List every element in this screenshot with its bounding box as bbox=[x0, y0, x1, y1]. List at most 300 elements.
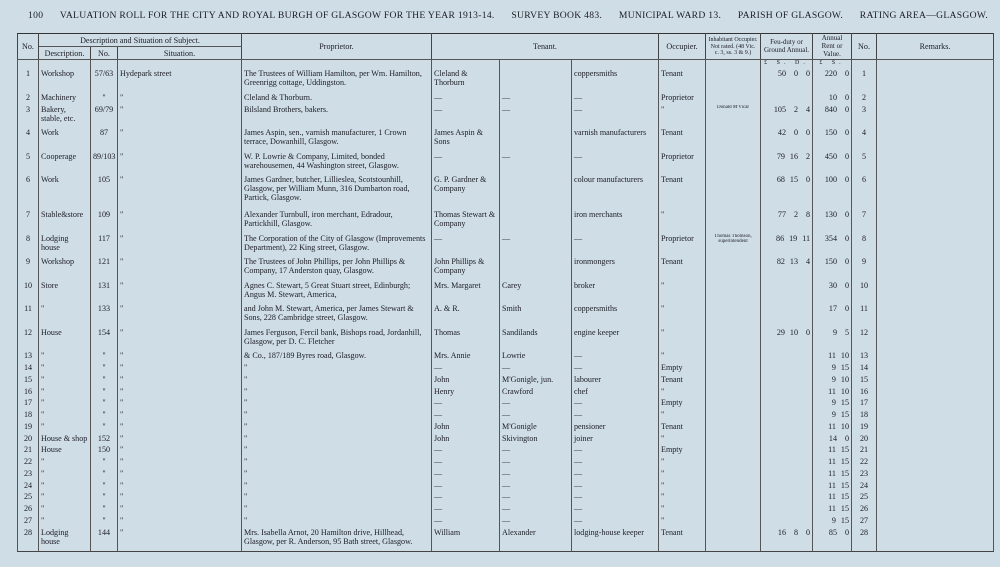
filler-cell bbox=[659, 551, 706, 552]
annual-rent-a2: 0 bbox=[844, 175, 850, 185]
cell-sit: " bbox=[118, 351, 242, 363]
annual-rent-a1: 9 bbox=[831, 363, 836, 373]
cell-no: 7 bbox=[18, 210, 39, 234]
cell-occ: " bbox=[659, 387, 706, 399]
annual-rent-cell bbox=[813, 481, 852, 493]
header-annual-rent: Annual Rent or Value. bbox=[813, 34, 852, 60]
cell-num: " bbox=[91, 387, 118, 399]
feu-duty-cell bbox=[761, 410, 813, 422]
annual-rent-a2: 15 bbox=[840, 445, 850, 455]
annual-rent-cell bbox=[813, 93, 852, 105]
cell-ten2: — bbox=[500, 152, 572, 176]
cell-prop: " bbox=[242, 504, 432, 516]
feu-duty-cell bbox=[761, 93, 813, 105]
cell-no: 5 bbox=[18, 152, 39, 176]
cell-ten1: — bbox=[432, 445, 500, 457]
cell-sit: " bbox=[118, 481, 242, 493]
cell-occ: Empty bbox=[659, 363, 706, 375]
feu-duty-cell bbox=[761, 481, 813, 493]
feu-duty-cell bbox=[761, 528, 813, 552]
remarks-cell bbox=[877, 398, 994, 410]
feu-duty-f3: 0 bbox=[805, 327, 811, 337]
cell-sit: " bbox=[118, 504, 242, 516]
feu-duty-f3: 0 bbox=[805, 527, 811, 537]
cell-desc: " bbox=[39, 304, 91, 328]
cell-no: 26 bbox=[18, 504, 39, 516]
filler-cell bbox=[852, 551, 877, 552]
cell-num: 117 bbox=[91, 234, 118, 258]
cell-ten3: — bbox=[572, 410, 659, 422]
feu-duty-cell bbox=[761, 363, 813, 375]
cell-sit: " bbox=[118, 492, 242, 504]
cell-num: 69/79 bbox=[91, 105, 118, 129]
cell-no: 9 bbox=[18, 257, 39, 281]
cell-no: 16 bbox=[18, 387, 39, 399]
feu-duty-f2: 2 bbox=[793, 210, 799, 220]
annual-rent-a2: 0 bbox=[844, 527, 850, 537]
cell-num: 144 bbox=[91, 528, 118, 552]
cell-inh bbox=[706, 457, 761, 469]
cell-occ: Tenant bbox=[659, 175, 706, 210]
cell-no: 18 bbox=[18, 410, 39, 422]
cell-inh bbox=[706, 445, 761, 457]
cell-prop: James Gardner, butcher, Lillieslea, Scotstounhill, Glasgow, per William Munn, 316 Dumbarton road, Partick, Glasgow. bbox=[242, 175, 432, 210]
cell-inh bbox=[706, 492, 761, 504]
annual-rent-cell bbox=[813, 492, 852, 504]
remarks-cell bbox=[877, 257, 994, 281]
feu-duty-f3: 2 bbox=[805, 151, 811, 161]
cell-rno: 4 bbox=[852, 128, 877, 152]
feu-duty-cell bbox=[761, 445, 813, 457]
table-row bbox=[18, 175, 994, 210]
feu-duty-cell bbox=[761, 152, 813, 176]
cell-inh bbox=[706, 69, 761, 93]
filler-cell bbox=[706, 551, 761, 552]
cell-ten3: pensioner bbox=[572, 422, 659, 434]
feu-duty-cell bbox=[761, 210, 813, 234]
lsd-units: £ S. D. bbox=[761, 60, 813, 69]
cell-num: " bbox=[91, 492, 118, 504]
table-row bbox=[18, 516, 994, 528]
cell-ten1: — bbox=[432, 234, 500, 258]
cell-sit: " bbox=[118, 375, 242, 387]
remarks-cell bbox=[877, 469, 994, 481]
cell-rno: 19 bbox=[852, 422, 877, 434]
annual-rent-a2: 15 bbox=[840, 410, 850, 420]
feu-duty-f2: 13 bbox=[789, 257, 799, 267]
table-row bbox=[18, 281, 994, 305]
cell-sit: " bbox=[118, 457, 242, 469]
annual-rent-a1: 9 bbox=[831, 515, 836, 525]
feu-duty-f1: 68 bbox=[776, 175, 785, 185]
annual-rent-cell bbox=[813, 375, 852, 387]
cell-occ: " bbox=[659, 351, 706, 363]
cell-ten1: — bbox=[432, 398, 500, 410]
cell-inh bbox=[706, 528, 761, 552]
header-no: No. bbox=[18, 34, 39, 60]
cell-num: " bbox=[91, 363, 118, 375]
cell-sit: " bbox=[118, 410, 242, 422]
cell-num: 109 bbox=[91, 210, 118, 234]
cell-sit: " bbox=[118, 528, 242, 552]
feu-duty-cell bbox=[761, 281, 813, 305]
feu-duty-f2: 0 bbox=[793, 69, 799, 79]
cell-rno: 22 bbox=[852, 457, 877, 469]
remarks-cell bbox=[877, 175, 994, 210]
feu-duty-f3: 4 bbox=[805, 257, 811, 267]
annual-rent-a2: 0 bbox=[844, 151, 850, 161]
cell-no: 2 bbox=[18, 93, 39, 105]
annual-rent-a1: 11 bbox=[828, 421, 836, 431]
cell-sit: " bbox=[118, 304, 242, 328]
cell-rno: 1 bbox=[852, 69, 877, 93]
cell-desc: House bbox=[39, 445, 91, 457]
annual-rent-a1: 17 bbox=[828, 304, 838, 314]
cell-inh bbox=[706, 152, 761, 176]
cell-occ: " bbox=[659, 410, 706, 422]
annual-rent-a2: 0 bbox=[844, 210, 850, 220]
cell-occ: Proprietor bbox=[659, 234, 706, 258]
cell-ten3: broker bbox=[572, 281, 659, 305]
cell-no: 4 bbox=[18, 128, 39, 152]
cell-ten2: Lowrie bbox=[500, 351, 572, 363]
feu-duty-f2: 19 bbox=[789, 233, 798, 243]
cell-desc: " bbox=[39, 398, 91, 410]
annual-rent-a2: 0 bbox=[844, 92, 850, 102]
cell-num: 121 bbox=[91, 257, 118, 281]
feu-duty-f2: 8 bbox=[793, 527, 799, 537]
cell-rno: 12 bbox=[852, 328, 877, 352]
header-row bbox=[18, 34, 994, 47]
feu-duty-cell bbox=[761, 304, 813, 328]
cell-num: " bbox=[91, 410, 118, 422]
feu-duty-cell bbox=[761, 128, 813, 152]
feu-duty-f1: 105 bbox=[773, 104, 787, 114]
annual-rent-cell bbox=[813, 434, 852, 446]
cell-rno: 10 bbox=[852, 281, 877, 305]
filler-cell bbox=[18, 551, 39, 552]
annual-rent-cell bbox=[813, 469, 852, 481]
cell-occ: Tenant bbox=[659, 528, 706, 552]
cell-prop: & Co., 187/189 Byres road, Glasgow. bbox=[242, 351, 432, 363]
cell-ten1: James Aspin & Sons bbox=[432, 128, 500, 152]
cell-rno: 14 bbox=[852, 363, 877, 375]
table-row bbox=[18, 492, 994, 504]
cell-rno: 3 bbox=[852, 105, 877, 129]
feu-duty-cell bbox=[761, 457, 813, 469]
cell-ten3: ironmongers bbox=[572, 257, 659, 281]
feu-duty-f2: 10 bbox=[789, 327, 799, 337]
cell-ten1: — bbox=[432, 410, 500, 422]
annual-rent-a1: 150 bbox=[824, 128, 838, 138]
cell-sit: " bbox=[118, 210, 242, 234]
cell-no: 22 bbox=[18, 457, 39, 469]
cell-ten2: Alexander bbox=[500, 528, 572, 552]
cell-ten1: John Phillips & Company bbox=[432, 257, 500, 281]
table-row bbox=[18, 445, 994, 457]
header-description: Description. bbox=[39, 47, 91, 60]
cell-sit: " bbox=[118, 363, 242, 375]
survey-book: SURVEY BOOK 483. bbox=[511, 10, 603, 21]
cell-no: 25 bbox=[18, 492, 39, 504]
cell-prop: " bbox=[242, 422, 432, 434]
cell-ten2: Skivington bbox=[500, 434, 572, 446]
annual-rent-a1: 9 bbox=[831, 410, 836, 420]
annual-rent-a1: 10 bbox=[828, 92, 838, 102]
cell-rno: 23 bbox=[852, 469, 877, 481]
cell-occ: Tenant bbox=[659, 257, 706, 281]
cell-ten3: — bbox=[572, 105, 659, 129]
cell-no: 14 bbox=[18, 363, 39, 375]
annual-rent-a1: 11 bbox=[828, 445, 836, 455]
header-no-right: No. bbox=[852, 34, 877, 60]
cell-prop: Agnes C. Stewart, 5 Great Stuart street, Edinburgh; Angus M. Stewart, America, bbox=[242, 281, 432, 305]
cell-num: 131 bbox=[91, 281, 118, 305]
cell-rno: 28 bbox=[852, 528, 877, 552]
cell-sit: " bbox=[118, 105, 242, 129]
filler-cell bbox=[242, 551, 432, 552]
annual-rent-a2: 15 bbox=[840, 363, 850, 373]
cell-desc: Cooperage bbox=[39, 152, 91, 176]
cell-prop: James Aspin, sen., varnish manufacturer, 1 Crown terrace, Dowanhill, Glasgow. bbox=[242, 128, 432, 152]
cell-desc: " bbox=[39, 422, 91, 434]
feu-duty-f1: 16 bbox=[777, 527, 787, 537]
cell-occ: Empty bbox=[659, 445, 706, 457]
feu-duty-f1: 86 bbox=[776, 233, 785, 243]
cell-ten1: — bbox=[432, 152, 500, 176]
remarks-cell bbox=[877, 328, 994, 352]
cell-ten1: — bbox=[432, 481, 500, 493]
cell-rno: 24 bbox=[852, 481, 877, 493]
feu-duty-cell bbox=[761, 422, 813, 434]
header-tenant: Tenant. bbox=[432, 34, 659, 60]
cell-prop: " bbox=[242, 410, 432, 422]
cell-desc: " bbox=[39, 481, 91, 493]
annual-rent-cell bbox=[813, 210, 852, 234]
cell-desc: " bbox=[39, 516, 91, 528]
annual-rent-a1: 9 bbox=[831, 374, 836, 384]
annual-rent-a1: 11 bbox=[828, 492, 836, 502]
cell-num: 89/103 bbox=[91, 152, 118, 176]
annual-rent-a2: 5 bbox=[844, 327, 850, 337]
cell-no: 23 bbox=[18, 469, 39, 481]
feu-duty-cell bbox=[761, 492, 813, 504]
cell-ten3: — bbox=[572, 363, 659, 375]
filler-cell bbox=[572, 551, 659, 552]
annual-rent-a2: 0 bbox=[844, 304, 850, 314]
cell-ten2: Smith bbox=[500, 304, 572, 328]
cell-ten3: engine keeper bbox=[572, 328, 659, 352]
table-row bbox=[18, 398, 994, 410]
filler-cell bbox=[118, 551, 242, 552]
annual-rent-a2: 0 bbox=[844, 280, 850, 290]
feu-duty-cell bbox=[761, 398, 813, 410]
annual-rent-cell bbox=[813, 257, 852, 281]
remarks-cell bbox=[877, 516, 994, 528]
annual-rent-cell bbox=[813, 387, 852, 399]
cell-num: 87 bbox=[91, 128, 118, 152]
cell-ten2: Sandilands bbox=[500, 328, 572, 352]
annual-rent-a1: 11 bbox=[828, 480, 836, 490]
annual-rent-cell bbox=[813, 422, 852, 434]
cell-occ: " bbox=[659, 457, 706, 469]
cell-num: 57/63 bbox=[91, 69, 118, 93]
feu-duty-cell bbox=[761, 328, 813, 352]
cell-desc: Stable&store bbox=[39, 210, 91, 234]
feu-duty-f3: 8 bbox=[805, 210, 811, 220]
cell-sit: " bbox=[118, 516, 242, 528]
cell-ten2: — bbox=[500, 398, 572, 410]
cell-num: " bbox=[91, 375, 118, 387]
table-row bbox=[18, 375, 994, 387]
annual-rent-cell bbox=[813, 128, 852, 152]
filler-cell bbox=[39, 551, 91, 552]
roll-title: VALUATION ROLL FOR THE CITY AND ROYAL BURGH OF GLASGOW FOR THE YEAR 1913-14. bbox=[59, 10, 495, 21]
cell-sit: " bbox=[118, 281, 242, 305]
filler-cell bbox=[432, 551, 500, 552]
annual-rent-a2: 15 bbox=[840, 492, 850, 502]
cell-desc: Machinery bbox=[39, 93, 91, 105]
cell-inh bbox=[706, 175, 761, 210]
cell-ten2: — bbox=[500, 481, 572, 493]
cell-ten2: M'Gonigle, jun. bbox=[500, 375, 572, 387]
table-row bbox=[18, 93, 994, 105]
cell-prop: " bbox=[242, 469, 432, 481]
cell-no: 17 bbox=[18, 398, 39, 410]
cell-num: " bbox=[91, 516, 118, 528]
annual-rent-cell bbox=[813, 457, 852, 469]
feu-duty-cell bbox=[761, 434, 813, 446]
cell-num: " bbox=[91, 422, 118, 434]
cell-rno: 18 bbox=[852, 410, 877, 422]
cell-ten1: Thomas bbox=[432, 328, 500, 352]
cell-ten3: iron merchants bbox=[572, 210, 659, 234]
cell-occ: Proprietor bbox=[659, 152, 706, 176]
table-row bbox=[18, 422, 994, 434]
remarks-cell bbox=[877, 281, 994, 305]
cell-prop: " bbox=[242, 445, 432, 457]
cell-rno: 7 bbox=[852, 210, 877, 234]
feu-duty-f3: 0 bbox=[805, 69, 811, 79]
annual-rent-cell bbox=[813, 398, 852, 410]
header-situation: Situation. bbox=[118, 47, 242, 60]
cell-rno: 21 bbox=[852, 445, 877, 457]
cell-rno: 16 bbox=[852, 387, 877, 399]
cell-no: 8 bbox=[18, 234, 39, 258]
table-row bbox=[18, 528, 994, 552]
cell-no: 12 bbox=[18, 328, 39, 352]
cell-sit: " bbox=[118, 398, 242, 410]
header-remarks: Remarks. bbox=[877, 34, 994, 60]
cell-sit: " bbox=[118, 128, 242, 152]
annual-rent-cell bbox=[813, 328, 852, 352]
filler-cell bbox=[877, 551, 994, 552]
filler-cell bbox=[500, 551, 572, 552]
cell-ten1: William bbox=[432, 528, 500, 552]
cell-num: " bbox=[91, 504, 118, 516]
cell-prop: " bbox=[242, 492, 432, 504]
feu-duty-cell bbox=[761, 351, 813, 363]
cell-inh bbox=[706, 469, 761, 481]
feu-duty-f1: 79 bbox=[776, 151, 785, 161]
cell-ten2: — bbox=[500, 363, 572, 375]
cell-num: 152 bbox=[91, 434, 118, 446]
remarks-cell bbox=[877, 93, 994, 105]
cell-prop: and John M. Stewart, America, per James Stewart & Sons, 228 Cambridge street, Glasgow. bbox=[242, 304, 432, 328]
cell-no: 1 bbox=[18, 69, 39, 93]
cell-ten2: — bbox=[500, 234, 572, 258]
cell-sit: " bbox=[118, 328, 242, 352]
table-row bbox=[18, 410, 994, 422]
remarks-cell bbox=[877, 210, 994, 234]
annual-rent-a2: 10 bbox=[840, 421, 850, 431]
cell-rno: 20 bbox=[852, 434, 877, 446]
annual-rent-a1: 354 bbox=[824, 233, 838, 243]
cell-ten3: — bbox=[572, 234, 659, 258]
annual-rent-a1: 100 bbox=[824, 175, 838, 185]
cell-prop: Alexander Turnbull, iron merchant, Edradour, Partickhill, Glasgow. bbox=[242, 210, 432, 234]
feu-duty-cell bbox=[761, 516, 813, 528]
cell-rno: 2 bbox=[852, 93, 877, 105]
remarks-cell bbox=[877, 69, 994, 93]
cell-inh bbox=[706, 281, 761, 305]
cell-desc: " bbox=[39, 457, 91, 469]
cell-inh bbox=[706, 257, 761, 281]
cell-no: 10 bbox=[18, 281, 39, 305]
cell-no: 15 bbox=[18, 375, 39, 387]
cell-inh bbox=[706, 387, 761, 399]
cell-ten2: — bbox=[500, 93, 572, 105]
cell-prop: Cleland & Thorburn. bbox=[242, 93, 432, 105]
header-inhabitant-occupier: Inhabitant Occupier. Not rated. (48 Vic. c. 3, ss. 3 & 9.) bbox=[706, 34, 761, 60]
cell-occ: " bbox=[659, 516, 706, 528]
annual-rent-a2: 15 bbox=[840, 468, 850, 478]
cell-desc: House bbox=[39, 328, 91, 352]
remarks-cell bbox=[877, 234, 994, 258]
cell-desc: " bbox=[39, 351, 91, 363]
cell-prop: The Trustees of John Phillips, per John Phillips & Company, 17 Anderston quay, Glasgow. bbox=[242, 257, 432, 281]
cell-prop: " bbox=[242, 434, 432, 446]
table-row bbox=[18, 128, 994, 152]
table-row bbox=[18, 387, 994, 399]
cell-desc: Work bbox=[39, 128, 91, 152]
cell-ten3: — bbox=[572, 457, 659, 469]
cell-occ: " bbox=[659, 328, 706, 352]
cell-prop: " bbox=[242, 398, 432, 410]
annual-rent-cell bbox=[813, 363, 852, 375]
cell-rno: 6 bbox=[852, 175, 877, 210]
cell-prop: " bbox=[242, 387, 432, 399]
annual-rent-cell bbox=[813, 351, 852, 363]
annual-rent-a1: 9 bbox=[831, 398, 836, 408]
cell-no: 19 bbox=[18, 422, 39, 434]
feu-duty-f1: 82 bbox=[776, 257, 785, 267]
annual-rent-a2: 15 bbox=[840, 457, 850, 467]
remarks-cell bbox=[877, 363, 994, 375]
cell-ten3: — bbox=[572, 445, 659, 457]
feu-duty-cell bbox=[761, 175, 813, 210]
cell-desc: Lodging house bbox=[39, 234, 91, 258]
annual-rent-a1: 11 bbox=[828, 457, 836, 467]
header-occupier: Occupier. bbox=[659, 34, 706, 60]
cell-prop: The Corporation of the City of Glasgow (Improvements Department), 22 King street, Glasgow. bbox=[242, 234, 432, 258]
cell-num: 154 bbox=[91, 328, 118, 352]
cell-ten3: — bbox=[572, 351, 659, 363]
cell-ten2 bbox=[500, 128, 572, 152]
annual-rent-cell bbox=[813, 281, 852, 305]
annual-rent-a1: 9 bbox=[832, 327, 838, 337]
cell-prop: " bbox=[242, 363, 432, 375]
